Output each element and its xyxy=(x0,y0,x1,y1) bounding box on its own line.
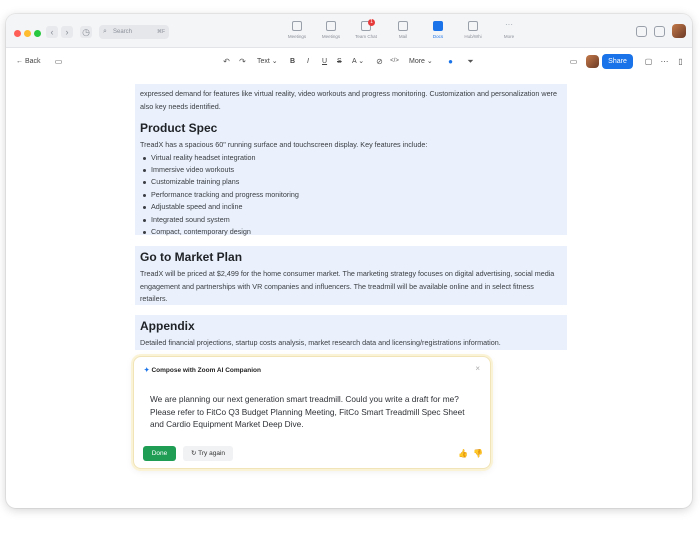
composer-prompt-text[interactable]: We are planning our next generation smart treadmill. Could you write a draft for me? Please refer to FitCo Q3 Budget Planning Meeting, FitCo Smart Treadmill Spec Sheet and Cardio Equipment Market Deep Dive. xyxy=(150,394,465,429)
ai-companion-icon[interactable]: ● xyxy=(448,57,453,66)
comment-icon[interactable]: ▢ xyxy=(644,57,653,66)
list-item: Compact, contemporary design xyxy=(140,226,562,238)
title-bar xyxy=(6,14,692,48)
forward-arrow-icon[interactable]: › xyxy=(61,26,73,38)
search-input[interactable]: ⌕ Search ⌘F xyxy=(99,25,169,39)
panel-toggle-icon[interactable]: ▯ xyxy=(678,57,683,66)
video-call-icon[interactable]: ▭ xyxy=(569,57,578,66)
redo-icon[interactable]: ↷ xyxy=(239,57,246,66)
app-window xyxy=(6,14,692,508)
intro-paragraph: expressed demand for features like virtual reality, video workouts and progress monitoring. Customization and personalization were also key needs identified. xyxy=(140,89,557,111)
tab-mail[interactable]: Mail xyxy=(386,21,420,45)
go-to-market-heading: Go to Market Plan xyxy=(140,250,243,264)
close-icon[interactable]: × xyxy=(475,364,480,373)
strikethrough-button[interactable]: S xyxy=(337,58,342,65)
tab-meetings[interactable]: Meetings xyxy=(280,21,314,45)
underline-button[interactable]: U xyxy=(322,58,328,65)
appendix-paragraph: Detailed financial projections, startup costs analysis, market research data and licensing/registrations information. xyxy=(140,338,501,347)
text-style-dropdown[interactable]: Text ⌄ xyxy=(257,58,278,65)
more-dropdown[interactable]: More ⌄ xyxy=(409,58,433,65)
home-icon xyxy=(292,21,302,31)
bold-button[interactable]: B xyxy=(290,58,296,65)
back-button[interactable]: ← Back xyxy=(16,58,41,65)
zoom-window-button[interactable] xyxy=(34,30,41,37)
tab-hub[interactable]: Hub/Whi xyxy=(456,21,490,45)
doc-toolbar xyxy=(6,48,692,76)
back-arrow-icon[interactable]: ‹ xyxy=(46,26,58,38)
more-options-icon[interactable]: ⋯ xyxy=(660,57,669,66)
avatar[interactable] xyxy=(672,24,686,38)
share-button[interactable]: Share xyxy=(602,54,633,69)
tab-more[interactable]: ··· More xyxy=(503,20,515,39)
appendix-heading: Appendix xyxy=(140,319,195,333)
thumbs-up-icon[interactable]: 👍 xyxy=(458,449,468,458)
code-icon[interactable]: </> xyxy=(390,58,399,64)
undo-icon[interactable]: ↶ xyxy=(223,57,230,66)
tab-team-chat[interactable]: 1 Team Chat xyxy=(355,19,377,39)
italic-button[interactable]: I xyxy=(307,58,309,65)
feature-list xyxy=(140,152,562,239)
list-item: Virtual reality headset integration xyxy=(140,152,562,164)
video-icon xyxy=(326,21,336,31)
collaborator-avatar[interactable] xyxy=(586,55,599,68)
list-item: Immersive video workouts xyxy=(140,164,562,176)
notifications-icon[interactable] xyxy=(636,26,647,37)
ai-composer-panel xyxy=(133,356,491,469)
layout-icon[interactable] xyxy=(654,26,665,37)
sparkle-icon: ✦ xyxy=(144,367,150,374)
font-color-dropdown[interactable]: A ⌄ xyxy=(352,58,365,65)
hub-icon xyxy=(468,21,478,31)
product-spec-heading: Product Spec xyxy=(140,121,218,135)
search-icon: ⌕ xyxy=(103,28,107,35)
mail-icon xyxy=(398,21,408,31)
try-again-button[interactable]: ↻ Try again xyxy=(183,446,233,461)
list-item: Performance tracking and progress monitoring xyxy=(140,189,562,201)
appendix-block xyxy=(135,315,567,350)
minimize-window-button[interactable] xyxy=(24,30,31,37)
tab-meetings-video[interactable]: Meetings xyxy=(314,21,348,45)
close-window-button[interactable] xyxy=(14,30,21,37)
list-item: Customizable training plans xyxy=(140,176,562,188)
more-dots-icon: ··· xyxy=(505,20,513,29)
done-button[interactable]: Done xyxy=(143,446,176,461)
link-icon[interactable]: ⊘ xyxy=(376,57,383,66)
filter-icon[interactable]: ⏷ xyxy=(467,57,474,66)
list-item: Integrated sound system xyxy=(140,214,562,226)
composer-title: ✦ Compose with Zoom AI Companion xyxy=(144,367,261,374)
history-icon[interactable]: ◷ xyxy=(80,26,92,38)
go-to-market-paragraph: TreadX will be priced at $2,499 for the home consumer market. The marketing strategy focuses on digital advertising, social media engagement and partnerships with VR companies and influencers. The treadmill will be available online and in select fitness retailers. xyxy=(140,269,555,303)
product-spec-intro: TreadX has a spacious 60" running surface and touchscreen display. Key features include: xyxy=(140,140,428,149)
notification-badge: 1 xyxy=(368,19,375,26)
tab-docs[interactable]: Docs xyxy=(421,21,455,45)
product-spec-block xyxy=(135,117,567,235)
go-to-market-block xyxy=(135,246,567,305)
sidebar-toggle-icon[interactable]: ▭ xyxy=(54,57,63,66)
list-item: Adjustable speed and incline xyxy=(140,201,562,213)
thumbs-down-icon[interactable]: 👎 xyxy=(473,449,483,458)
docs-icon xyxy=(433,21,443,31)
